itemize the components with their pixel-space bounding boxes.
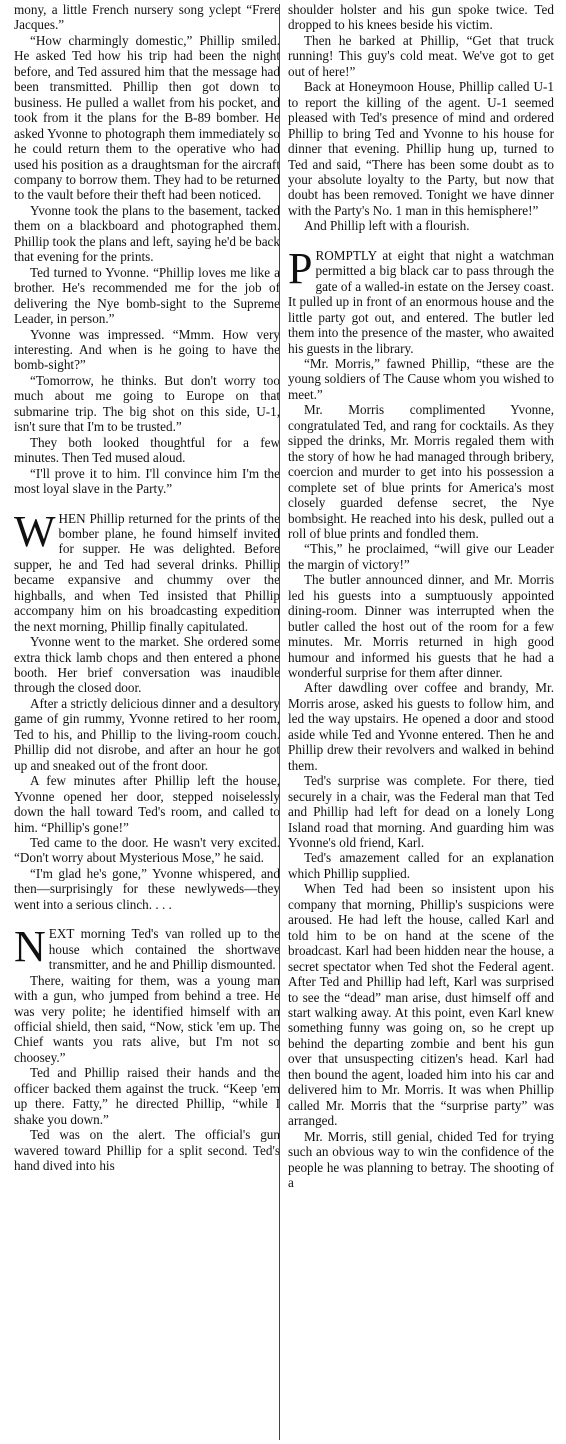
left-column	[14, 2, 280, 1442]
paragraph: There, waiting for them, was a young man with a gun, who jumped from behind a tree. He was very polite; he identified himself with an official shield, then said, “Now, stick 'em up. The Chief wants you rats alive, but I'm not so choosey.”	[14, 972, 280, 1065]
paragraph: They both looked thoughtful for a few minutes. Then Ted mused aloud.	[14, 434, 280, 466]
paragraph: Yvonne took the plans to the basement, tacked them on a blackboard and photographed them. Phillip took the plans and left, saying he'd be back that evening for the prints.	[14, 202, 280, 265]
drop-cap: W	[14, 506, 56, 556]
lead-in-word: EXT	[48, 926, 75, 942]
paragraph: shoulder holster and his gun spoke twice. Ted dropped to his knees beside his victim.	[288, 2, 554, 33]
paragraph: Ted's amazement called for an explanation which Phillip supplied.	[288, 850, 554, 881]
paragraph: “Mr. Morris,” fawned Phillip, “these are the young soldiers of The Cause whom you wished to meet.”	[288, 355, 554, 402]
paragraph: Then he barked at Phillip, “Get that truck running! This guy's cold meat. We've got to get out of here!”	[288, 32, 554, 79]
paragraph: Ted was on the alert. The official's gun wavered toward Phillip for a split second. Ted's hand dived into his	[14, 1127, 280, 1174]
paragraph: And Phillip left with a flourish.	[304, 218, 470, 234]
paragraph-text: morning Ted's van rolled up to the house which contained the shortwave transmitter, and he and Phillip dismounted.	[48, 926, 280, 973]
paragraph: After a strictly delicious dinner and a desultory game of gin rummy, Yvonne retired to her room, Ted to his, and Phillip to the living-room couch. Phillip did not disrobe, and after an hour he got up and sneaked out of the front door.	[14, 695, 280, 773]
paragraph: “I'll prove it to him. I'll convince him I'm the most loyal slave in the Party.”	[14, 465, 280, 497]
right-column	[288, 2, 554, 1442]
paragraph: Mr. Morris, still genial, chided Ted for trying such an obvious way to win the confidence of the people he was planning to betray. The shooting of a	[288, 1128, 554, 1190]
drop-cap: N	[14, 922, 46, 972]
paragraph: Ted came to the door. He wasn't very excited. “Don't worry about Mysterious Mose,” he said.	[14, 835, 280, 866]
lead-in-word: ROMPTLY	[315, 247, 377, 263]
paragraph: Mr. Morris complimented Yvonne, congratulated Ted, and rang for cocktails. As they sipped the drinks, Mr. Morris regaled them with the story of how he had managed through bribery, coercion and murder to get into his possession a complete set of blue prints for America's most closely guarded defense secret, the Nye bombsight. He reached into his desk, pulled out a roll of blue prints and fondled them.	[288, 402, 554, 541]
paragraph: The butler announced dinner, and Mr. Morris led his guests into a sumptuously appointed dining-room. Dinner was interrupted when the butler called the host out of the room for a few minutes. Mr. Morris returned in high good humour and informed his guests that he had a wonderful surprise for them after dinner.	[288, 572, 554, 681]
paragraph: A few minutes after Phillip left the house, Yvonne opened her door, stepped noiselessly down the hall toward Ted's room, and called to him. “Phillip's gone!”	[14, 773, 280, 835]
paragraph: “I'm glad he's gone,” Yvonne whispered, and then—surprisingly for these newlyweds—they went into a serious clinch. . . .	[14, 865, 280, 912]
paragraph: Yvonne went to the market. She ordered some extra thick lamb chops and then entered a phone booth. Her brief conversation was inaudible through the closed door.	[14, 634, 280, 696]
paragraph: “Tomorrow, he thinks. But don't worry too much about me going to Europe on that submarine trip. The big shot on this side, U-1, isn't sure that I'm to be trusted.”	[14, 372, 280, 435]
paragraph: Ted turned to Yvonne. “Phillip loves me like a brother. He's recommended me for the job of delivering the Nye bomb-sight to the Supreme Leader, in person.”	[14, 264, 280, 327]
lead-in-word: HEN	[58, 510, 86, 526]
paragraph: mony, a little French nursery song yclept “Frere Jacques.”	[14, 2, 280, 33]
paragraph: After dawdling over coffee and brandy, Mr. Morris arose, asked his guests to follow him, and led the way upstairs. He opened a door and stood aside while Ted and Yvonne entered. Then he and Phillip drew their revolvers and walked in behind them.	[288, 680, 554, 773]
paragraph: Ted's surprise was complete. For there, tied securely in a chair, was the Federal man that Ted and Phillip had left for dead on a lonely Long Island road that morning. And guarding him was Yvonne's old friend, Karl.	[288, 773, 554, 851]
paragraph-text: at eight that night a watchman permitted a big black car to pass through the gate of a walled-in estate on the Jersey coast. It pulled up in front of an enormous house and the little party got out, and entered. The butler led them into the presence of the master, who awaited his guests in the library.	[288, 247, 554, 356]
paragraph: “How charmingly domestic,” Phillip smiled. He asked Ted how his trip had been the night before, and Ted assured him that the message had been transmitted. Phillip then got down to business. He pulled a wallet from his pocket, and took from it the plans for the B-89 bomber. He asked Yvonne to photograph them immediately so he could return them to the operative who had used his position as a draughtsman for the aircraft company to borrow them. They had to be returned to the vault before their theft had been noticed.	[14, 32, 280, 203]
section-opening-paragraph	[14, 506, 280, 635]
paragraph: When Ted had been so insistent upon his company that morning, Phillip's suspicions were aroused. He had left the house, called Karl and told him to be on hand at the scene of the broadcast. Karl had been hidden near the house, a secret spectator when Ted shot the Federal agent. After Ted and Phillip had left, Karl was surprised to see the “dead” man arise, dust himself off and start walking away. At this point, even Karl knew something funny was going on, so he crept up behind the departing zombie and bent his gun over that unsuspecting citizen's head. Karl had then bound the agent, loaded him into his car and delivered him to Mr. Morris. It was when Phillip called Mr. Morris that the “surprise party” was arranged.	[288, 881, 554, 1129]
column-rule	[279, 4, 280, 1440]
paragraph: Back at Honeymoon House, Phillip called U-1 to report the killing of the agent. U-1 seemed pleased with Ted's presence of mind and ordered Phillip to bring Ted and Yvonne to his house for dinner that evening. Phillip hung up, turned to Ted and said, “There has been some doubt as to your absolute loyalty to the Party, but now that doubt has been removed. Tonight we have dinner with the Party's No. 1 man in this hemisphere!”	[288, 79, 554, 218]
paragraph: “This,” he proclaimed, “will give our Leader the margin of victory!”	[288, 541, 554, 572]
section-opening-paragraph	[288, 243, 554, 356]
paragraph: Yvonne was impressed. “Mmm. How very interesting. And when is he going to have the bomb-sight?”	[14, 326, 280, 373]
drop-cap: P	[288, 243, 313, 293]
paragraph: Ted and Phillip raised their hands and the officer backed them against the truck. “Keep 'em up there. Fatty,” he directed Phillip, “while I shake you down.”	[14, 1065, 280, 1127]
section-opening-paragraph	[14, 922, 280, 973]
paragraph-text: Phillip returned for the prints of the bomber plane, he found himself invited for supper. He was delighted. Before supper, he and Ted had several drinks. Phillip became expansive and chummy over the highballs, and when Ted insisted that Phillip accompany him on his broadcasting expedition the next morning, Phillip finally capitulated.	[14, 510, 280, 634]
